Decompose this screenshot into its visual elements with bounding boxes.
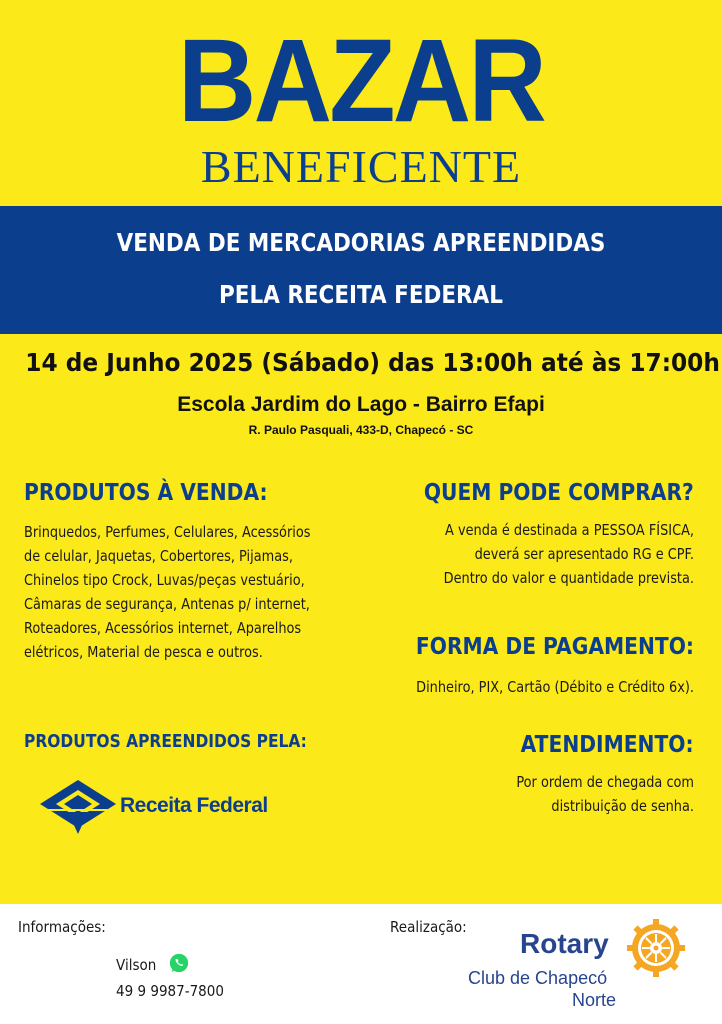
products-heading: PRODUTOS À VENDA: — [24, 480, 268, 506]
contact-name: Vilson — [116, 956, 157, 974]
who-can-buy-heading: QUEM PODE COMPRAR? — [424, 480, 694, 506]
footer — [0, 904, 722, 1024]
payment-line: Dinheiro, PIX, Cartão (Débito e Crédito 6x). — [416, 678, 694, 696]
service-line: distribuição de senha. — [551, 797, 694, 815]
products-line: Roteadores, Acessórios internet, Aparelhos — [24, 619, 302, 637]
whatsapp-icon[interactable] — [168, 952, 190, 974]
rotary-wordmark: Rotary — [520, 928, 609, 959]
contact-phone[interactable]: 49 9 9987-7800 — [116, 982, 224, 1000]
receita-federal-logo-text: Receita Federal — [120, 794, 268, 817]
payment-heading: FORMA DE PAGAMENTO: — [415, 634, 694, 660]
banner-line-1: VENDA DE MERCADORIAS APREENDIDAS — [116, 228, 606, 257]
banner — [0, 206, 722, 334]
event-venue: Escola Jardim do Lago - Bairro Efapi — [177, 393, 545, 416]
receita-federal-logo — [38, 776, 278, 836]
org-label: Realização: — [390, 918, 467, 936]
receita-federal-logo-icon — [38, 776, 118, 836]
who-can-buy-text — [354, 518, 694, 590]
products-line: Chinelos tipo Crock, Luvas/peças vestuário, — [24, 571, 305, 589]
payment-text — [354, 675, 694, 699]
products-line: elétricos, Material de pesca e outros. — [24, 643, 263, 661]
rotary-club-suffix: Norte — [572, 990, 617, 1010]
rotary-wheel-icon — [626, 918, 686, 978]
banner-line-2: PELA RECEITA FEDERAL — [219, 280, 503, 309]
title-beneficente: BENEFICENTE — [200, 141, 522, 192]
title-bazar: BAZAR — [177, 15, 545, 147]
service-text — [354, 770, 694, 818]
products-line: Câmaras de segurança, Antenas p/ internet, — [24, 595, 310, 613]
event-date-time: 14 de Junho 2025 (Sábado) das 13:00h até às 17:00h — [25, 348, 720, 377]
seized-by-heading: PRODUTOS APREENDIDOS PELA: — [24, 731, 307, 752]
who-can-buy-line: Dentro do valor e quantidade prevista. — [443, 569, 694, 587]
products-line: Brinquedos, Perfumes, Celulares, Acessórios — [24, 523, 311, 541]
service-heading: ATENDIMENTO: — [520, 732, 694, 758]
service-line: Por ordem de chegada com — [516, 773, 694, 791]
products-line: de celular, Jaquetas, Cobertores, Pijamas, — [24, 547, 293, 565]
who-can-buy-line: deverá ser apresentado RG e CPF. — [474, 545, 694, 563]
rotary-club-name: Club de Chapecó — [468, 968, 608, 988]
products-list — [24, 520, 364, 664]
who-can-buy-line: A venda é destinada a PESSOA FÍSICA, — [445, 521, 694, 539]
info-label: Informações: — [18, 918, 106, 936]
event-address: R. Paulo Pasquali, 433-D, Chapecó - SC — [248, 423, 474, 437]
